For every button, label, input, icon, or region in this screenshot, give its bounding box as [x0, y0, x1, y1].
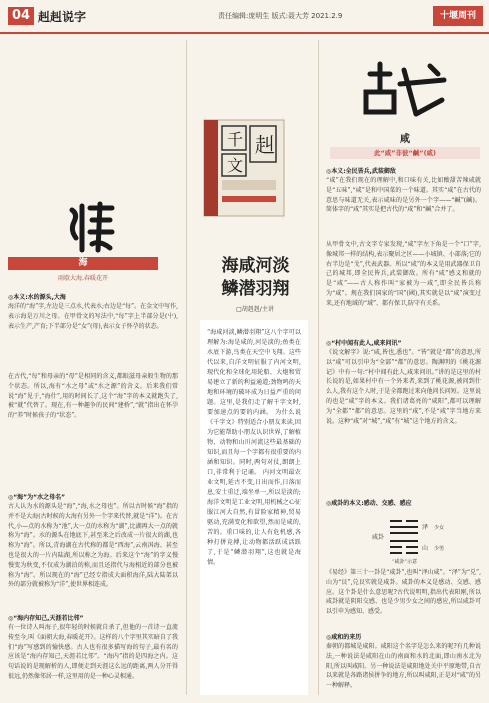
svg-text:赳: 赳 — [255, 133, 275, 157]
section-heading: ◎“海内存知己,天涯若比邻” — [8, 615, 84, 622]
paragraph: 古人认为水的源头是“海”,“海,水之母也”。所以古时候“海”指的并不是大海(古时候的大海有另外一个字来代替,就是“洋”)。在古代,小—点的水称为“池”,大一点的水称为“湖”,比湖再大一点的就称为“海”。水的源头在地底下,甚至来之后改成一片很大的湖,也称为“海”。所以,青海湖在古代称的都是“西海”,云南洱海、甚至也是很大的一片内陆湖,所以称之为海。后来这个“海”的字义慢慢变为秋变,不仅成为湖泊的称,而且还指代与海相近的部分也被称为“海”。所以现在的“海”已经专指成大面积海洋,陆大陆架以外的部分就被称为“洋”,使世界相连成。 — [8, 503, 178, 589]
column-divider — [186, 40, 187, 695]
svg-text:文: 文 — [227, 156, 244, 175]
brand-badge: 十堰周刊 — [433, 6, 483, 26]
paragraph: 秦朝的都城是咸阳。咸阳这个名字是怎么来的呢?有几种说法,一种说法是咸阳在山的南面和水的北面,即山南水北为阳,所以叫咸阳。另一种说法是咸阳地处关中平原地带,自古以来就是各路诸侯拼争的地方,所以叫咸阳,正是对“咸”的另一种解释。 — [326, 643, 481, 690]
diagram-label: 少女 — [434, 525, 445, 531]
article-headline — [208, 255, 303, 301]
diagram-label: 咸卦 — [372, 534, 385, 541]
page-number: 04 — [8, 7, 34, 25]
diagram-caption: “咸卦”示意 — [392, 559, 418, 565]
ancient-xian-glyph — [360, 60, 450, 120]
xian-hexagram-diagram — [360, 515, 450, 565]
paragraph: “咸”在我们现在的理解中,和口味有关,比如酸甜苦辣咸就是“五味”,“咸”是和中国菜的一个味道。其实“咸”在古代的意思与味道无关,表示咸味的是另外一个字——“鹹”(鹹)。简体字的“咸”其实是把古代的“咸”和“鹹”合并了。 — [326, 177, 481, 214]
character-banner: 海 — [8, 257, 158, 270]
section-heading: ◎咸卦的本义:感动、交感、感应 — [326, 500, 412, 507]
section-heading: ◎本义:全民皆兵,武装御敌 — [326, 168, 396, 175]
headline-line: 海咸河淡 — [221, 256, 290, 276]
section-heading: ◎“海”为“水之母名” — [8, 494, 66, 501]
diagram-label: 山 — [422, 545, 429, 552]
ancient-hai-glyph — [68, 200, 116, 255]
paragraph: 从甲骨文中,古文字专家发现,“咸”字左下角是一个“口”字,像城邦一样的结构,表示聚居之区——小城镇、小部落;它的右半边是“戈”,代表武器。所以“咸”的本义是用武器保卫自己的城邦,即全民皆兵,武装御敌。所有“咸”感义和就的是“咸”——古人称作叫“家被为一咸”,即全民皆兵称为“咸”。规在我们国家的“国”(國),其实就是以“咸”演变过来,还有地域的“域”、都有保卫,防守有关系。 — [326, 241, 481, 307]
diagram-label: 泽 — [422, 524, 429, 531]
byline: □胡赳赳/主讲 — [236, 306, 274, 313]
section-heading: ◎本义:水的源头,大海 — [8, 294, 66, 301]
column-name: 赳赳说字 — [38, 10, 87, 24]
section-heading: ◎“村中闻有此人,咸来问讯” — [326, 340, 402, 347]
paragraph: 在古代,“每”和母亲的“母”是相同的含义,都眼滋母亲般生物的那个状态。所以,海有“水之母”或“水之源”的含义。后来我们常说“海”见于,“海什”,用的时间长了,这个“海”字的本义就跑失了,被“就”代替了。现在,有一种趣争的民间“建桥”,“就”指出在怀孕的“养”时候孩子的“状态”。 — [8, 373, 178, 420]
editor-meta: 责任编辑:庞明生 版式:聂大芳 2021.2.9 — [218, 12, 343, 20]
paragraph: 《易经》第三十一卦是“咸卦”,也叫“泽山咸”。“泽”为“兑”,山为“艮”,兑艮实就是咸卦。咸卦的本义是感动、交感、感应。这个卦是什么意思呢?古代说明明,指出代表阳刚,所以咸卦就是阴阳交感、也是少男少女之间的感应,所以咸卦可以引申为感知、感受。 — [326, 569, 481, 616]
character-title: 咸 — [400, 134, 410, 145]
headline-line: 鳞潜羽翔 — [221, 279, 290, 299]
svg-text:千: 千 — [227, 130, 244, 149]
character-banner: 此“咸”非彼“鹹”(咸) — [330, 147, 480, 159]
article-body: “海咸河淡,鳞潜羽翔”这八个字可以理解为:海是咸的,河是淡的;鱼类在水底下游,鸟类在天空中飞翔。这些代以来,自洋文明征服了内河文明,现代化和全球化用轮船、大炮和贸易建立了新的利益通道;劲物鸣的天地和环境的破坏成为日益严重的问题。这里,是我们走了解千字文时,要加速点的要的内涵。 为什么说《千字文》特别适合小朋友来读,因为它能帮助小朋友认识世界,了解植物、动物和山川河流这些最基础的知识,而且每一个字都有很重要的内涵和知识。同时,两句对仗,朗朗上口,非常利于记诵。 内河文明最农业文明,延古不变,日出而作,日落而息,安土重迁,端坐单一,所以是淡的;海洋文明是工业文明,用机械之心征服江河大自然,有冒险家精神,贸易驱动,充满变化和欲望,然而是咸的,苦的。重口味的,让人有危机感,各种打拼竞搏,让动物都活跃成活跃了,于是“鳞潜羽翔”,这也就是海情。 — [207, 329, 301, 566]
paragraph: 海洋的“海”字,左边是三点水,代表水;右边是“每”。在金文中写作,表示海是万川之母。在甲骨文的写法中,“每”字上半部分是(屮),表示生产,产育;下半部分是“女”(母),表示女子怀孕的状态。 — [8, 303, 179, 330]
character-subtitle: 雨歇大海,春暖花开 — [58, 275, 108, 282]
paragraph: 有一位诗人叫海子,很年轻的时候就自杀了,但他的一首诗一直流传至今,叫《面朝大海,春暖花开》。这样的八个字里其实暗自了我们“海”写感到的愉快感。古人也有很多描写海的句子,最有名的应该是“海内存知己,天涯若比邻”。“海内”指的是四海之内。这句话说的是现解析的人,即便走到天涯这么远的距离,两人分开得很远,仍然像邻居一样,这里用的是一种心灵相通。 — [8, 624, 178, 680]
paragraph: 《说文解字》说:“咸,皆也,悉也”。“皆”就是“都”的意思,所以“咸”可以引申为“全部”“都”的意思。陶渊明的《桃花源记》中有一句:“村中闻有此人,咸来问讯。”讲的是这里的村长说的是,如果村中有一个外来者,来到了桃花源,被问到什么人,我有这个人时,于是全都跑过来向他问长问短。这里说的也是“咸”字的本义。我们诸葛亮的“咸阳”,都可以理解为“全都”“都”的意思。这里的“咸”,不是“咸”字当地方来说。这种“咸”对“城”,“咸”有“城”这个地方的含义。 — [326, 349, 481, 425]
column-divider — [318, 40, 319, 695]
section-heading: ◎咸和的来历 — [326, 634, 362, 641]
diagram-label: 少男 — [434, 546, 445, 552]
book-cover-image — [200, 118, 288, 218]
page-header — [0, 0, 489, 34]
